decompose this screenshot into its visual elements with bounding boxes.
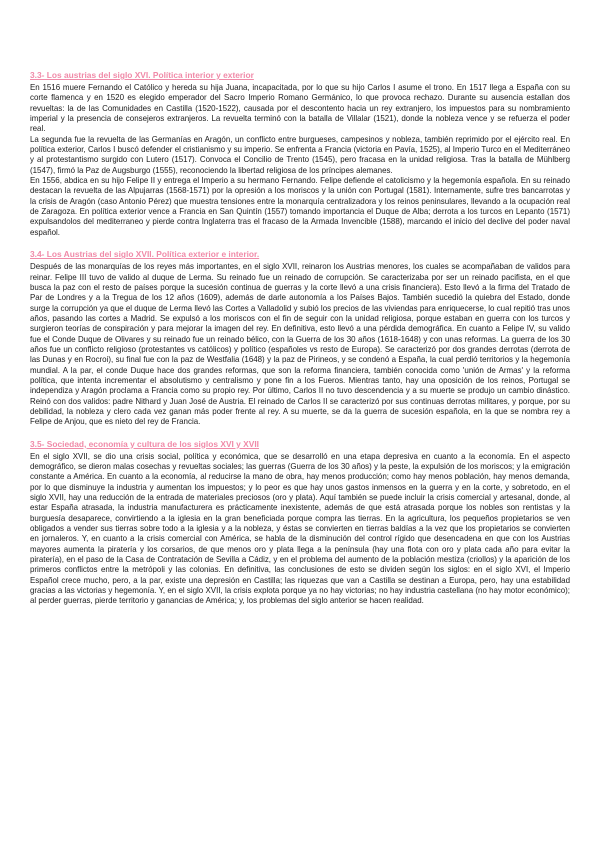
- paragraph: En el siglo XVII, se dio una crisis social, política y económica, que se desarrolló en una etapa depresiva en cuanto a la economía. En el aspecto demográfico, se dieron malas cosechas y revueltas sociales; las guerras (Guerra de los 30 años) y la peste, la expulsión de los moriscos; y la emigración constante a América. En cuanto a la economía, al reducirse la mano de obra, hay menos producción; como hay menos población, hay menos demanda, por lo que disminuye la industria y aumentan los impuestos; y lo peor es que hay unos gastos inmensos en la guerra y en la corte, y sobretodo, en el siglo XVII, hay una reducción de la entrada de materiales preciosos (oro y plata). Aquí también se puede incluir la crisis comercial y artesanal, donde, al estar España atrasada, la industria manufacturera es prácticamente inexistente, además de que está atrasada porque los nobles son rentistas y la burguesía desaparece, convirtiendo a la iglesia en la gran beneficiada porque compra las tierras. En la agricultura, los pequeños propietarios se ven obligados a vender sus tierras sobre todo a la iglesia y a la nobleza, y éstas se convierten en tierras baldías a la vez que los propietarios se convierten en jornaleros. Y, en cuanto a la crisis comercial con América, se habla de la disminución del control rígido que desencadena en que con los Austrias mayores aumenta la piratería y los corsarios, de que menos oro y plata llega a la península (hay una flota con oro y plata cada año para evitar la piratería), en el paso de la Casa de Contratación de Sevilla a Cádiz, y en el problema del aumento de la población mestiza (criollos) y la aparición de los primeros conflictos entre la metrópoli y las colonias. En definitiva, las conclusiones de esto se dividen según los siglos: en el siglo XVI, el Imperio Español crece mucho, pero, a la par, existe una depresión en Castilla; las riquezas que van a Castilla se destinan a Europa, pero, hay una estabilidad gracias a las victorias y hegemonía. Y, en el siglo XVII, la crisis explota porque ya no hay victorias; no hay industria castellana (no hay motor económico); al perder guerras, pierde territorio y ganancias de América; y, los problemas del siglo anterior se hacen realidad.: [30, 451, 570, 606]
- section-sociedad-economia: [30, 439, 570, 607]
- section-spacer: [30, 428, 570, 439]
- section-heading: 3.3- Los austrias del siglo XVI. Política interior y exterior: [30, 70, 254, 80]
- paragraph: Después de las monarquías de los reyes más importantes, en el siglo XVII, reinaron los Austrias menores, los cuales se acompañaban de validos para reinar. Felipe III tuvo de valido al duque de Lerma. Su reinado fue un reinado de corrupción. Se caracterizaba por ser un reinado pacifista, en el que busca la paz con el resto de países porque la sucesión continua de guerras y la corte llevó a una crisis financiera). Esto llevó a la firma del Tratado de Par de Londres y a la Tregua de los 12 años (1609), además de darle autonomía a los Países Bajos. También sucedió la quiebra del Estado, donde surge la corrupción ya que el duque de Lerma llevó las Cortes a Valladolid y subió los precios de las viviendas para enriquecerse, lo cual repitió tras unos años, pasando las cortes a Madrid. Se expulsó a los moriscos con el fin de seguir con la unidad religiosa, porque estaban en guerra con los turcos y surgieron teorías de conspiración y para mejorar la imagen del rey. En definitiva, esto llevó a una pérdida demográfica. En cuanto a Felipe IV, su valido fue el Conde Duque de Olivares y su reinado fue un reinado bélico, con la Guerra de los 30 años (1618-1648) y con unas reformas. La guerra de los 30 años fue un conflicto religioso (protestantes vs católicos) y político (españoles vs resto de Europa). Se caracterizó por dos grandes derrotas (derrota de las Dunas y en Rocroi), su final fue con la paz de Westfalia (1648) y la paz de Pirineos, y se condenó a España, la cual perdió territorios y la hegemonía mundial. A la par, el conde Duque hace dos grandes reformas, que son la reforma financiera, también conocida como 'unión de Armas' y la reforma política, que intenta incrementar el absolutismo y centralismo y pone fin a los Fueros. Mientras tanto, hay una oposición de los reinos, Portugal se independiza y Aragón proclama a Francia como su propio rey. Por último, Carlos II no tuvo descendencia y a su muerte se produjo un cambio dinástico. Reinó con dos validos: padre Nithard y Juan José de Austria. El reinado de Carlos II se caracterizó por sus continuas derrotas militares, y porque, por su debilidad, la nobleza y clero cada vez ganan más poder frente al rey. A su muerte, se da la guerra de sucesión española, en la que se nombra rey a Felipe de Anjou, que es nieto del rey de Francia.: [30, 262, 570, 427]
- section-austrias-xvi: [30, 70, 570, 238]
- section-heading: 3.4- Los Austrias del siglo XVII. Política exterior e interior.: [30, 249, 260, 260]
- section-austrias-xvii: [30, 249, 570, 428]
- paragraph: En 1556, abdica en su hijo Felipe II y entrega el Imperio a su hermano Fernando. Felipe defiende el catolicismo y la hegemonía española. En su reinado destacan la revuelta de las Alpujarras (1568-1571) por la opresión a los moriscos y la unión con Portugal (1581). Internamente, sufre tres bancarrotas y la crisis de Aragón (caso Antonio Pérez) que muestra tensiones entre la monarquía centralizadora y los reinos peninsulares, llevando a la ocupación real de Zaragoza. En política exterior vence a Francia en San Quintín (1557) tomando importancia el Duque de Alba; derrota a los turcos en Lepanto (1571) expulsandolos del mediterraneo y pierde contra Inglaterra tras el fracaso de la Armada Invencible (1588), marcando el inicio del declive del poder naval español.: [30, 176, 570, 237]
- paragraph: La segunda fue la revuelta de las Germanías en Aragón, un conflicto entre burgueses, campesinos y nobleza, también reprimido por el ejército real. En política exterior, Carlos I buscó defender el cristianismo y su imperio. Se enfrenta a Francia (victoria en Pavía, 1525), al Imperio Turco en el Mediterráneo y al protestantismo surgido con Lutero (1517). Convoca el Concilio de Trento (1545), pero fracasa en la unidad religiosa. Tras la batalla de Mühlberg (1547), firmó la Paz de Augsburgo (1555), reconociendo la libertad religiosa de los príncipes alemanes.: [30, 134, 570, 175]
- paragraph: En 1516 muere Fernando el Católico y hereda su hija Juana, incapacitada, por lo que su hijo Carlos I asume el trono. En 1517 llega a España con su corte flamenca y en 1520 es elegido emperador del Sacro Imperio Romano Germánico, lo que provoca rechazo. Durante su ausencia estallan dos revueltas: la de las Comunidades en Castilla (1520-1522), causada por el descontento hacia un rey extranjero, los impuestos para su nombramiento imperial y la presencia de consejeros extranjeros. La revuelta terminó con la batalla de Villalar (1521), donde la nobleza vence y se refuerza el poder real.: [30, 83, 570, 134]
- section-heading: 3.5- Sociedad, economía y cultura de los siglos XVI y XVII: [30, 438, 259, 449]
- section-spacer: [30, 238, 570, 249]
